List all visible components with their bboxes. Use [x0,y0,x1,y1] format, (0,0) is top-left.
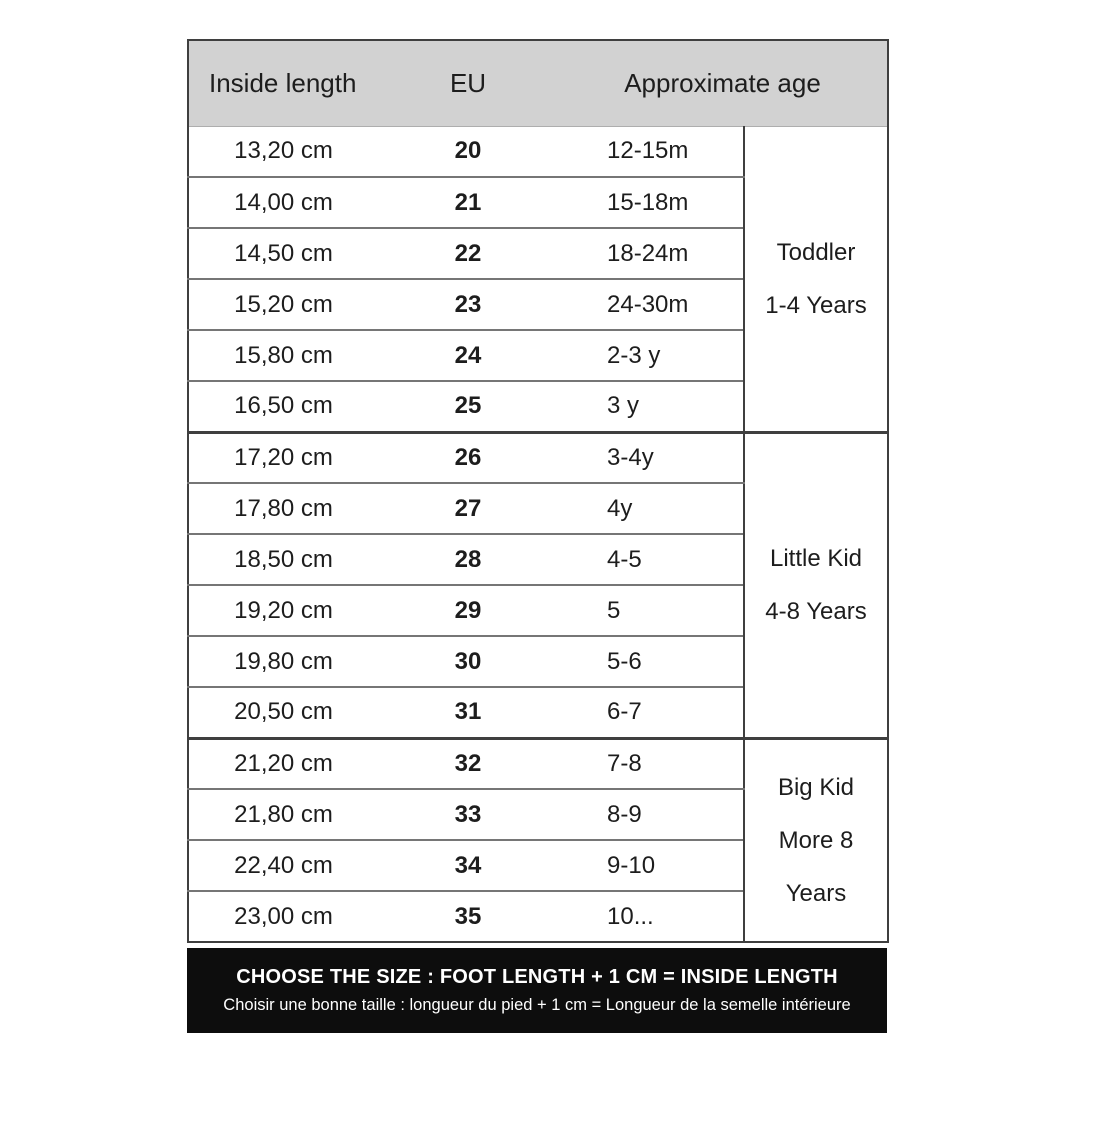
eu-size-cell: 35 [378,891,558,942]
eu-size-cell: 31 [378,687,558,738]
header-approximate-age: Approximate age [558,40,888,126]
eu-size-cell: 20 [378,126,558,177]
age-cell: 5 [558,585,744,636]
inside-length-cell: 15,80 cm [188,330,378,381]
table-row [188,126,888,177]
eu-size-cell: 32 [378,738,558,789]
table-header [188,40,888,126]
eu-size-cell: 29 [378,585,558,636]
group-label-little-kid [744,432,888,738]
age-cell: 3-4y [558,432,744,483]
header-inside-length: Inside length [188,40,378,126]
age-cell: 12-15m [558,126,744,177]
eu-size-cell: 34 [378,840,558,891]
table-row [188,432,888,483]
inside-length-cell: 21,20 cm [188,738,378,789]
group-label-line: Toddler [776,238,856,266]
inside-length-cell: 22,40 cm [188,840,378,891]
group-label-line: 4-8 Years [765,598,867,625]
inside-length-cell: 19,80 cm [188,636,378,687]
age-cell: 24-30m [558,279,744,330]
age-cell: 10... [558,891,744,942]
group-label-line: Years [785,879,847,907]
eu-size-cell: 21 [378,177,558,228]
age-cell: 6-7 [558,687,744,738]
eu-size-cell: 27 [378,483,558,534]
group-toddler [188,126,888,432]
inside-length-cell: 16,50 cm [188,381,378,432]
age-cell: 18-24m [558,228,744,279]
age-cell: 2-3 y [558,330,744,381]
footer-english-text: CHOOSE THE SIZE : FOOT LENGTH + 1 CM = INSIDE LENGTH [236,966,838,988]
footer-banner [187,948,887,1033]
age-cell: 4-5 [558,534,744,585]
group-label-line: 1-4 Years [765,291,867,319]
header-row [188,40,888,126]
inside-length-cell: 14,50 cm [188,228,378,279]
age-cell: 7-8 [558,738,744,789]
inside-length-cell: 17,80 cm [188,483,378,534]
eu-size-cell: 25 [378,381,558,432]
group-label-line: Big Kid [777,773,855,801]
footer-french-text: Choisir une bonne taille : longueur du pied + 1 cm = Longueur de la semelle intérieure [223,996,851,1014]
eu-size-cell: 26 [378,432,558,483]
inside-length-cell: 14,00 cm [188,177,378,228]
inside-length-cell: 19,20 cm [188,585,378,636]
size-table [187,39,889,943]
group-label-line: Little Kid [769,545,863,572]
age-cell: 3 y [558,381,744,432]
inside-length-cell: 15,20 cm [188,279,378,330]
age-cell: 15-18m [558,177,744,228]
age-cell: 9-10 [558,840,744,891]
eu-size-cell: 24 [378,330,558,381]
age-cell: 5-6 [558,636,744,687]
group-label-toddler [744,126,888,432]
inside-length-cell: 23,00 cm [188,891,378,942]
age-cell: 8-9 [558,789,744,840]
size-chart [187,39,887,1033]
group-little-kid [188,432,888,738]
eu-size-cell: 28 [378,534,558,585]
eu-size-cell: 23 [378,279,558,330]
inside-length-cell: 13,20 cm [188,126,378,177]
group-big-kid [188,738,888,942]
table-row [188,738,888,789]
header-eu: EU [378,40,558,126]
inside-length-cell: 20,50 cm [188,687,378,738]
inside-length-cell: 21,80 cm [188,789,378,840]
inside-length-cell: 17,20 cm [188,432,378,483]
eu-size-cell: 33 [378,789,558,840]
inside-length-cell: 18,50 cm [188,534,378,585]
eu-size-cell: 22 [378,228,558,279]
group-label-line: More 8 [778,826,854,854]
age-cell: 4y [558,483,744,534]
group-label-big-kid [744,738,888,942]
eu-size-cell: 30 [378,636,558,687]
